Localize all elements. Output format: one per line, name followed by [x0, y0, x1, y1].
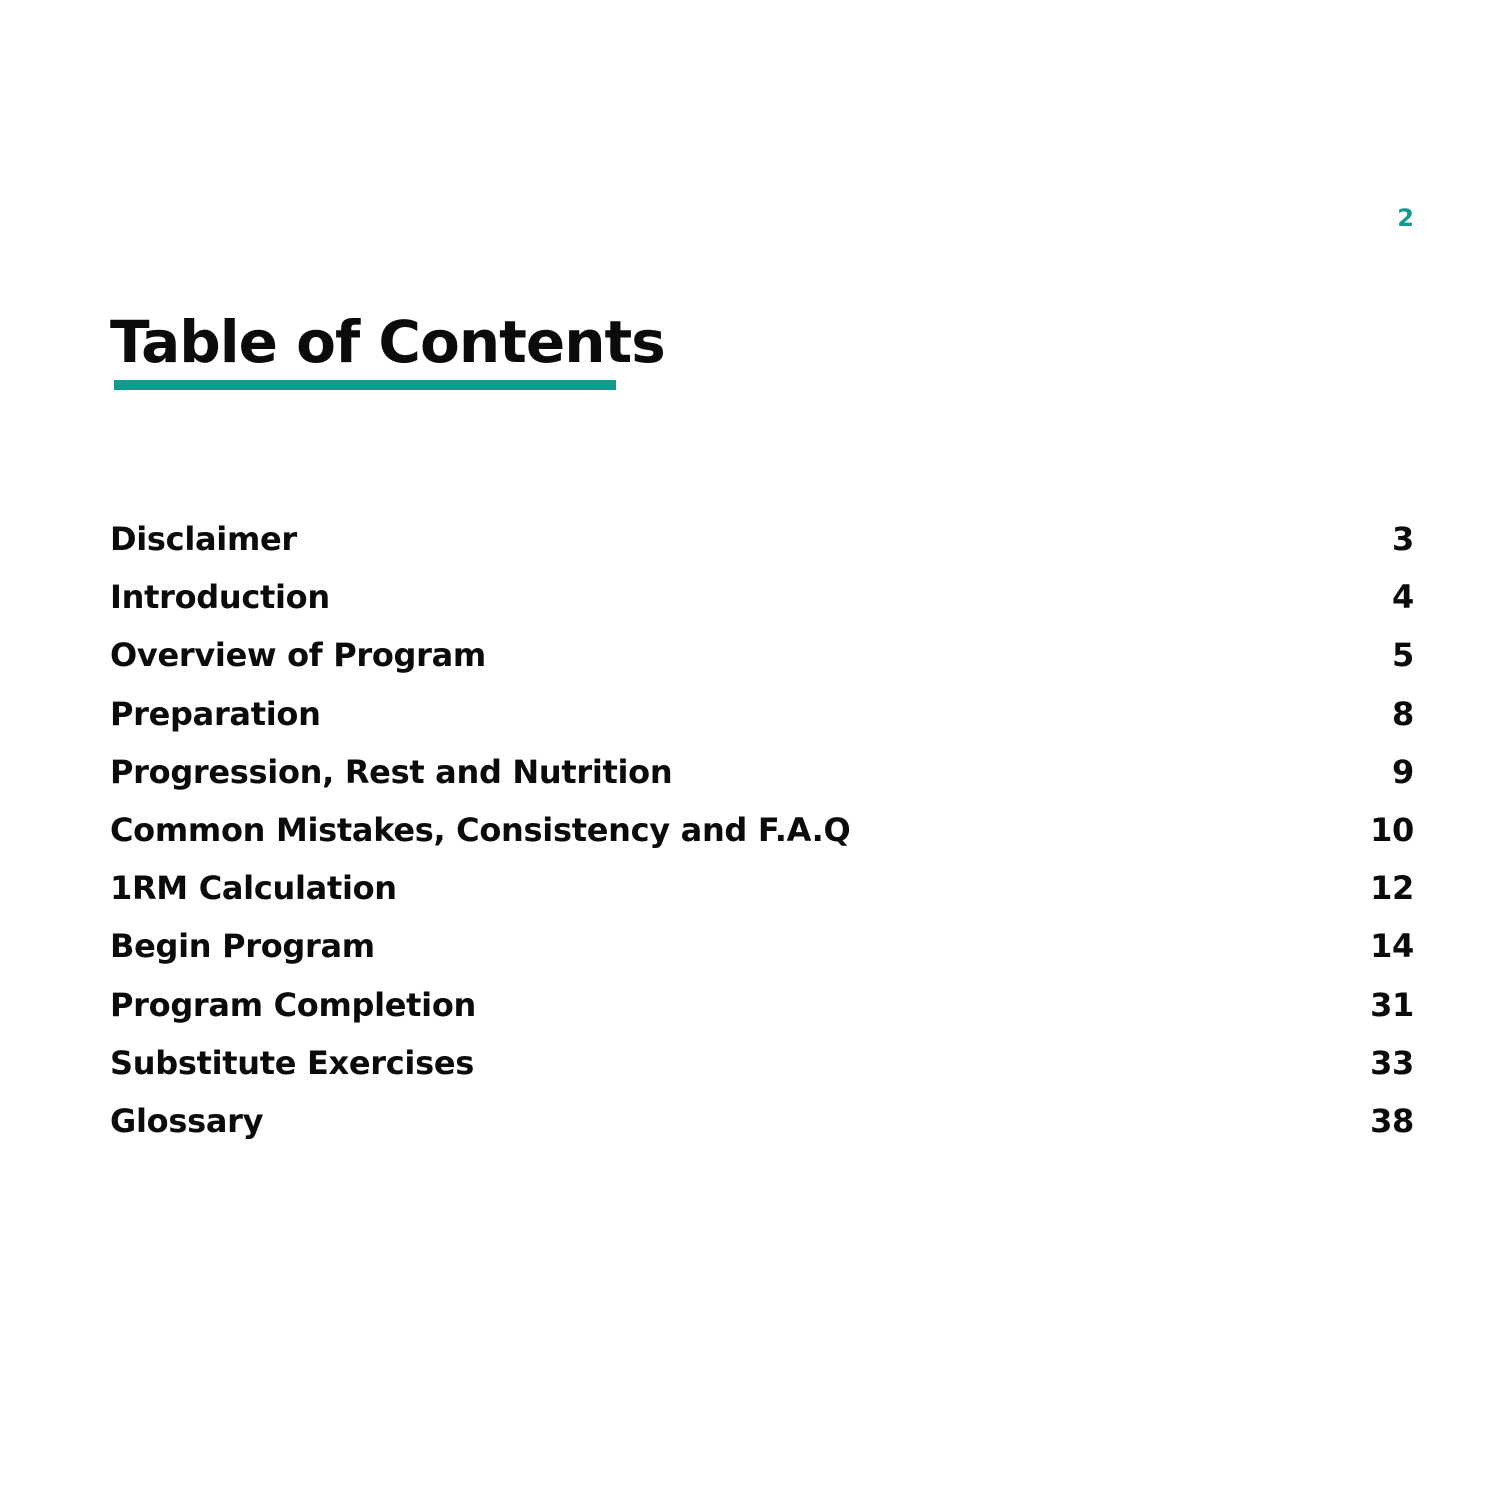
toc-item-program-completion[interactable]	[110, 976, 1414, 1034]
toc-item-label: Preparation	[110, 694, 321, 733]
toc-item-label: Begin Program	[110, 927, 375, 966]
toc-item-page: 5	[1392, 636, 1414, 675]
title-block	[110, 306, 665, 390]
toc-item-label: Common Mistakes, Consistency and F.A.Q	[110, 811, 851, 850]
toc-item-page: 14	[1370, 927, 1414, 966]
page-number: 2	[1397, 204, 1414, 232]
toc-item-overview-of-program[interactable]	[110, 626, 1414, 684]
page-title: Table of Contents	[110, 308, 665, 376]
toc-item-label: Substitute Exercises	[110, 1043, 474, 1082]
toc-item-page: 33	[1370, 1043, 1414, 1082]
toc-item-label: Disclaimer	[110, 520, 297, 559]
toc-item-common-mistakes[interactable]	[110, 801, 1414, 859]
toc-item-page: 12	[1370, 869, 1414, 908]
toc-item-page: 3	[1392, 520, 1414, 559]
toc-item-label: Program Completion	[110, 985, 477, 1024]
toc-item-label: Glossary	[110, 1101, 264, 1140]
toc-item-introduction[interactable]	[110, 568, 1414, 626]
toc-item-page: 10	[1370, 811, 1414, 850]
toc-item-substitute-exercises[interactable]	[110, 1034, 1414, 1092]
toc-item-label: Progression, Rest and Nutrition	[110, 752, 673, 791]
toc-item-progression-rest-nutrition[interactable]	[110, 743, 1414, 801]
toc-item-label: 1RM Calculation	[110, 869, 397, 908]
toc-item-preparation[interactable]	[110, 685, 1414, 743]
toc-item-disclaimer[interactable]	[110, 510, 1414, 568]
table-of-contents	[110, 510, 1414, 1150]
toc-item-begin-program[interactable]	[110, 917, 1414, 975]
toc-item-label: Introduction	[110, 578, 330, 617]
toc-item-page: 31	[1370, 985, 1414, 1024]
toc-item-page: 9	[1392, 752, 1414, 791]
toc-item-page: 4	[1392, 578, 1414, 617]
toc-item-page: 38	[1370, 1101, 1414, 1140]
title-underline	[114, 380, 616, 390]
toc-item-page: 8	[1392, 694, 1414, 733]
toc-item-glossary[interactable]	[110, 1092, 1414, 1150]
toc-item-label: Overview of Program	[110, 636, 486, 675]
toc-item-1rm-calculation[interactable]	[110, 859, 1414, 917]
